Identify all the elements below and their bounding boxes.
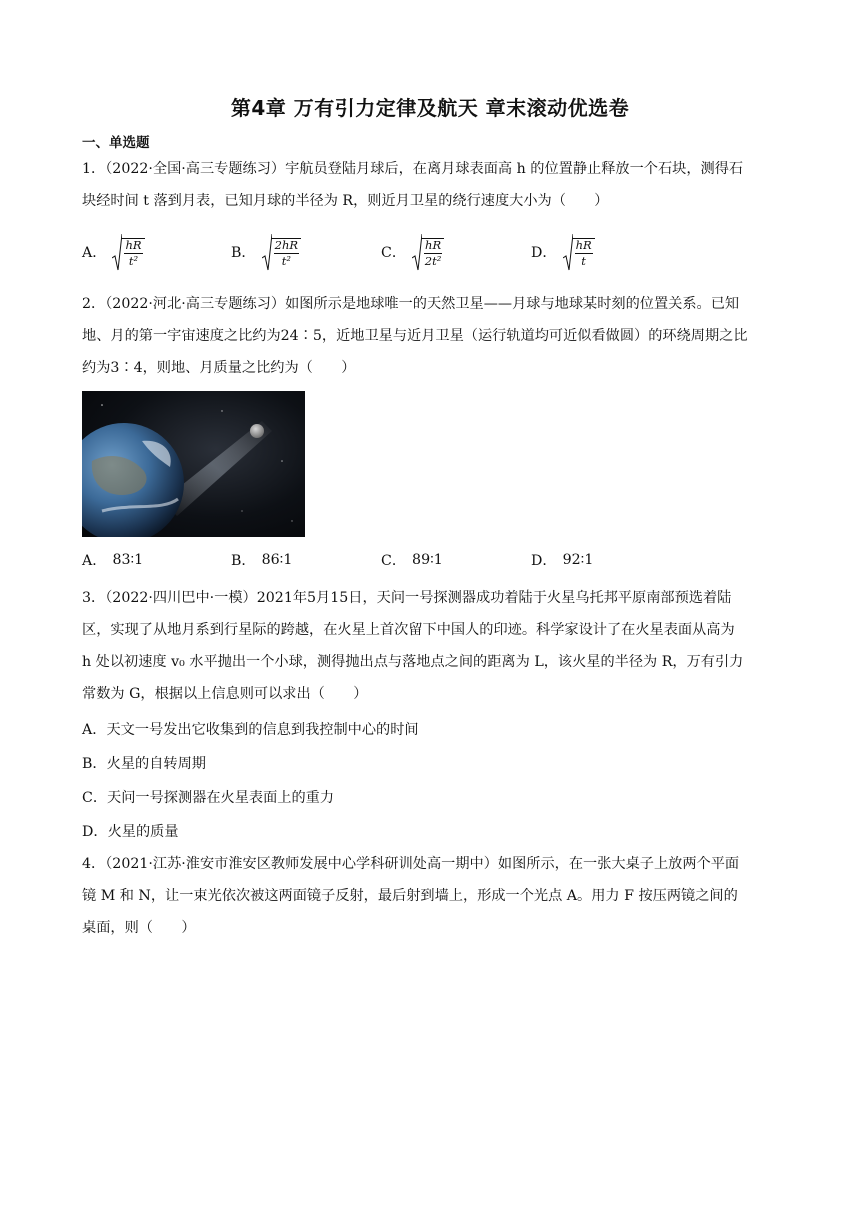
radical-sign-icon (412, 232, 422, 272)
radical-sign-icon (112, 232, 122, 272)
question-3-line-1: 3．（2022·四川巴中·一模）2021年5月15日，天问一号探测器成功着陆于火星乌托邦平原南部预选着陆 (82, 590, 732, 606)
question-2-option-b: B． 86∶1 (231, 552, 293, 569)
radical-sign-icon (563, 232, 573, 272)
sqrt-fraction: $\frac{hR}{\text{t²}}$ (112, 232, 144, 272)
question-4-line-1: 4．（2021·江苏·淮安市淮安区教师发展中心学科研训处高一期中）如图所示，在一张大桌子上放两个平面 (82, 856, 740, 872)
question-2-line-2: 地、月的第一宇宙速度之比约为24∶5，近地卫星与近月卫星（运行轨道均可近似看做圆）的环绕周期之比 (82, 328, 748, 344)
question-1-option-d: D． $\frac{hR}{t}$ (531, 232, 595, 272)
question-3-line-2: 区，实现了从地月系到行星际的跨越，在火星上首次留下中国人的印迹。科学家设计了在火星表面从高为 (82, 622, 735, 638)
page-title: 第4章 万有引力定律及航天 章末滚动优选卷 (230, 96, 630, 120)
question-1-option-c: C． $\frac{hR}{\text{2t²}}$ (381, 232, 444, 272)
sqrt-fraction: $\frac{2hR}{\text{t²}}$ (262, 232, 301, 272)
radical-sign-icon (262, 232, 272, 272)
question-2-option-c: C． 89∶1 (381, 552, 443, 569)
question-3-line-4: 常数为 G，根据以上信息则可以求出（ ） (82, 686, 368, 702)
question-2-line-3: 约为3∶4，则地、月质量之比约为（ ） (82, 360, 356, 376)
earth-moon-image-icon (82, 391, 305, 537)
section-heading: 一、单选题 (82, 135, 150, 151)
question-4-line-3: 桌面，则（ ） (82, 920, 196, 936)
question-1-option-b: B． $\frac{2hR}{\text{t²}}$ (231, 232, 301, 272)
question-3-option-b: B．火星的自转周期 (82, 756, 206, 772)
question-3-option-d: D．火星的质量 (82, 824, 179, 840)
question-3-stem (82, 582, 782, 710)
question-2-stem (82, 288, 782, 384)
question-1-line-2: 块经时间 t 落到月表，已知月球的半径为 R，则近月卫星的绕行速度大小为（ ） (82, 193, 609, 209)
question-1-stem (82, 153, 782, 217)
question-1-option-a: A． $\frac{hR}{\text{t²}}$ (82, 232, 145, 272)
question-1-line-1: 1．（2022·全国·高三专题练习）宇航员登陆月球后，在离月球表面高 h 的位置静止释放一个石块，测得石 (82, 161, 744, 177)
earth-moon-photo (82, 391, 305, 537)
question-4-stem (82, 848, 782, 944)
question-2-option-a: A． 83∶1 (82, 552, 144, 569)
question-1-options (82, 232, 782, 272)
question-2-options (82, 546, 782, 574)
question-2-option-d: D． 92∶1 (531, 552, 594, 569)
question-3-line-3: h 处以初速度 v₀ 水平抛出一个小球，测得抛出点与落地点之间的距离为 L，该火星的半径为 R，万有引力 (82, 654, 744, 670)
question-4-line-2: 镜 M 和 N，让一束光依次被这两面镜子反射，最后射到墙上，形成一个光点 A。用力 F 按压两镜之间的 (82, 888, 738, 904)
question-2-line-1: 2．（2022·河北·高三专题练习）如图所示是地球唯一的天然卫星——月球与地球某时刻的位置关系。已知 (82, 296, 740, 312)
sqrt-fraction: $\frac{hR}{\text{2t²}}$ (412, 232, 444, 272)
question-3-option-a: A．天文一号发出它收集到的信息到我控制中心的时间 (82, 722, 419, 738)
question-3-option-c: C．天问一号探测器在火星表面上的重力 (82, 790, 335, 806)
sqrt-fraction: $\frac{hR}{t}$ (563, 232, 595, 272)
